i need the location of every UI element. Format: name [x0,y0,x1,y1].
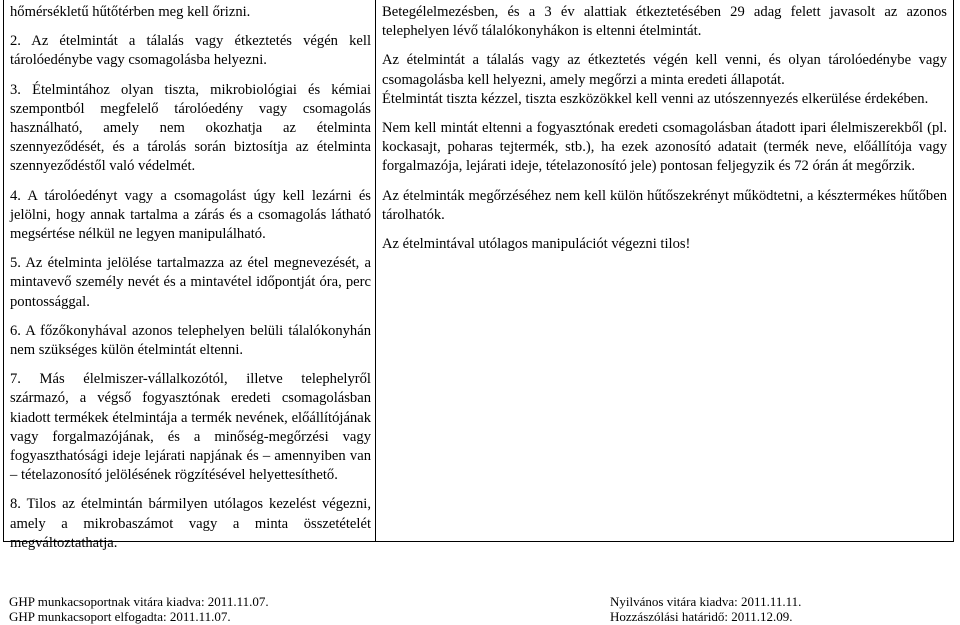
left-paragraph-6: 6. A főzőkonyhával azonos telephelyen belüli tálalókonyhán nem szükséges külön ételmintát eltenni. [10,322,371,359]
right-paragraph-1: Az ételmintát a tálalás vagy az étkeztetés végén kell venni, és olyan tárolóedénybe vagy csomagolásba kell helyezni, amely megőrzi a minta eredeti állapotát. [382,52,947,88]
right-paragraph-4: Az ételminták megőrzéséhez nem kell külön hűtőszekrényt működtetni, a késztermékes hűtőben tárolhatók. [382,187,947,223]
right-paragraph-3: Nem kell mintát eltenni a fogyasztónak eredeti csomagolásban átadott ipari élelmiszerekből (pl. kockasajt, poharas tejtermék, stb.), ha ezek azonosító adatait (termék neve, előállítója vagy forgalmazója, lejárati ideje, tételazonosító jele) pontosan feljegyzik és 72 órán át megőrzik. [382,120,947,175]
right-paragraph-0: Betegélelmezésben, és a 3 év alattiak étkeztetésében 29 adag felett javasolt az azonos telephelyen lévő tálalókonyhákon is eltenni ételmintát. [382,4,947,40]
left-paragraph-8: 8. Tilos az ételmintán bármilyen utólagos kezelést végezni, amely a mikrobaszámot vagy a minta összetételét megváltoztathatja. [10,496,371,551]
footer-left [9,594,269,624]
footer-right-line-1: Nyilvános vitára kiadva: 2011.11.11. [610,594,802,609]
right-column [376,0,953,541]
footer-left-line-2: GHP munkacsoport elfogadta: 2011.11.07. [9,609,231,624]
content-table [3,0,954,551]
footer-right [610,594,801,624]
footer-left-line-1: GHP munkacsoportnak vitára kiadva: 2011.11.07. [9,594,269,609]
left-paragraph-4: 4. A tárolóedényt vagy a csomagolást úgy kell lezárni és jelölni, hogy annak tartalma a zárás és a csomagolás látható megsértése nélkül ne legyen manipulálható. [10,187,371,243]
left-paragraph-3: 3. Ételmintához olyan tiszta, mikrobiológiai és kémiai szempontból megfelelő tárolóedény vagy csomagolás használható, amely nem okozhatja az ételminta szennyeződését, és a tárolás során biztosítja az ételminta szennyeződéstől való védelmét. [10,81,371,175]
footer-right-line-2: Hozzászólási határidő: 2011.12.09. [610,609,793,624]
left-paragraph-7: 7. Más élelmiszer-vállalkozótól, illetve telephelyről származó, a végső fogyasztónak eredeti csomagolásban kiadott termékek ételmintája a termék nevének, előállítójának vagy forgalmazójának, és a minőség-megőrzési vagy fogyaszthatósági ideje lejárati napjának és – amennyiben van – tételazonosító jelölésének rögzítésével helyettesíthető. [10,371,371,484]
right-paragraph-5: Az ételmintával utólagos manipulációt végezni tilos! [382,236,691,253]
left-paragraph-2: 2. Az ételmintát a tálalás vagy étkeztetés végén kell tárolóedénybe vagy csomagolásba helyezni. [10,33,371,69]
left-paragraph-5: 5. Az ételminta jelölése tartalmazza az étel megnevezését, a mintavevő személy nevét és a mintavétel időpontját óra, perc pontossággal. [10,255,371,310]
right-paragraph-2: Ételmintát tiszta kézzel, tiszta eszközökkel kell venni az utószennyezés elkerülése érdekében. [382,90,929,107]
left-paragraph-0: hőmérsékletű hűtőtérben meg kell őrizni. [10,4,251,20]
left-column [4,0,376,551]
